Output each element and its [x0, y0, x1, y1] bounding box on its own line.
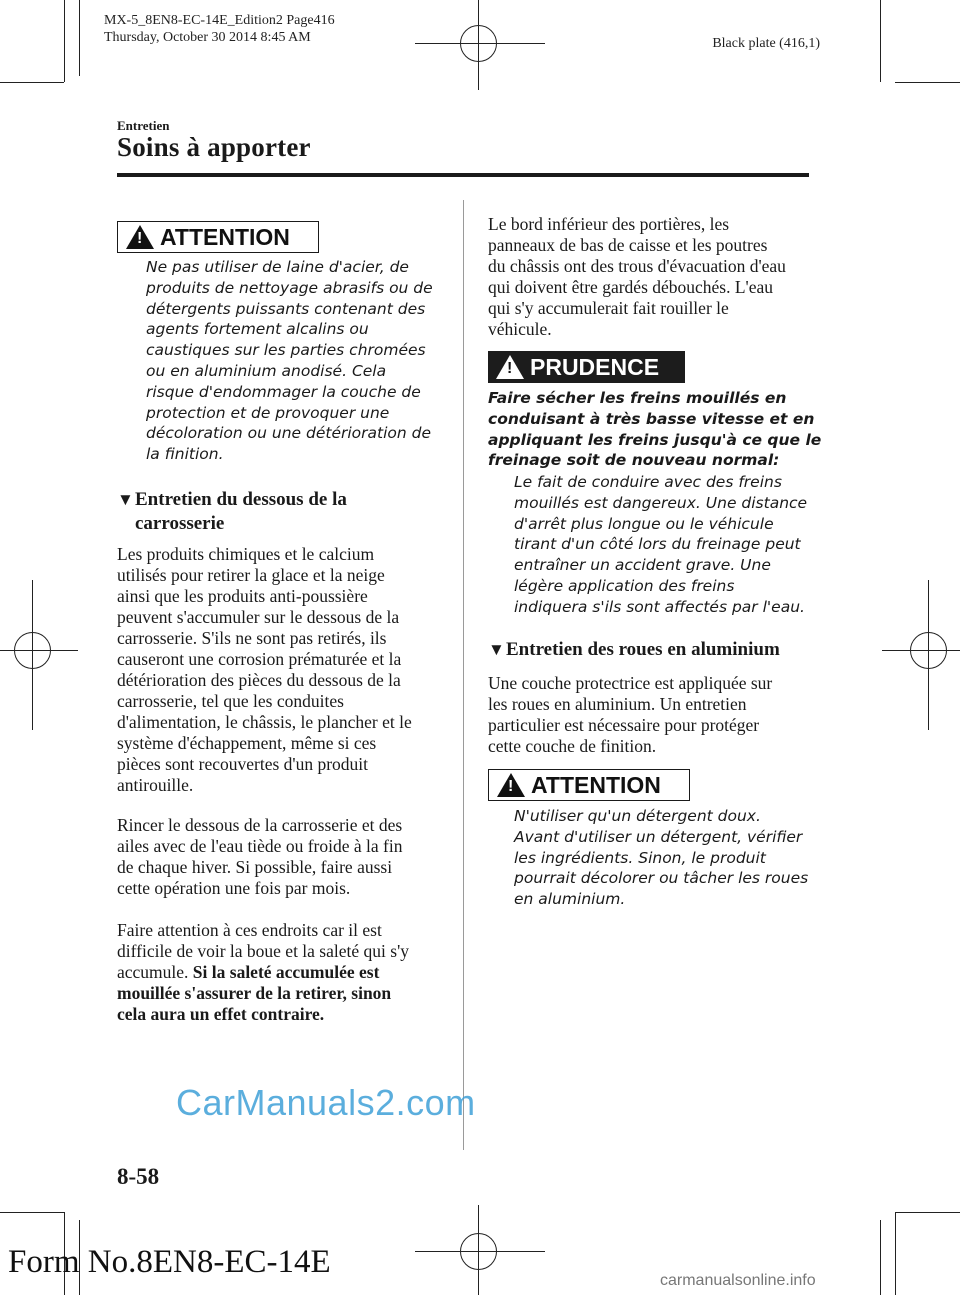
text-line: système d'échappement, même si ces [117, 733, 377, 753]
column-divider [463, 200, 464, 1150]
bold-text-line: cela aura un effet contraire. [117, 1004, 325, 1024]
text-line: véhicule. [488, 319, 552, 339]
attention-line: en aluminium. [514, 890, 626, 909]
attention-label-text: ATTENTION [160, 223, 290, 250]
warning-triangle-icon [497, 773, 525, 797]
subhead-aluminium-wheels [488, 638, 780, 662]
bold-text-line: mouillée s'assurer de la retirer, sinon [117, 983, 392, 1003]
print-info-line1: MX-5_8EN8-EC-14E_Edition2 Page416 [104, 13, 335, 28]
attention-line: produits de nettoyage abrasifs ou de [146, 278, 433, 297]
prudence-line: mouillés est dangereux. Une distance [514, 493, 808, 512]
warning-triangle-icon [126, 225, 154, 249]
attention-line: agents fortement alcalins ou [146, 320, 369, 339]
attention-line: pourrait décolorer ou tâcher les roues [514, 869, 809, 888]
prudence-label [488, 351, 685, 383]
print-info [104, 12, 335, 46]
text-line: de chaque hiver. Si possible, faire aussi [117, 857, 393, 877]
text-line: d'alimentation, le châssis, le plancher et le [117, 712, 412, 732]
prudence-line: tirant d'un côté lors du freinage peut [514, 535, 801, 554]
text-line: pièces sont recouvertes d'un produit [117, 754, 368, 774]
attention-text-2 [514, 806, 808, 910]
attention-label-2 [488, 769, 690, 801]
text-line: antirouille. [117, 775, 194, 795]
attention-line: la finition. [146, 445, 224, 464]
underbody-paragraph-1 [117, 544, 412, 796]
page-number: 8-58 [117, 1164, 160, 1189]
prudence-bold-line: Faire sécher les freins mouillés en [488, 389, 787, 407]
prudence-line: Le fait de conduire avec des freins [514, 473, 782, 491]
prudence-label-text: PRUDENCE [530, 353, 660, 380]
title-rule [117, 173, 809, 177]
text-line: causeront une corrosion prématurée et la [117, 649, 402, 669]
attention-label-1 [117, 221, 319, 253]
plate-info: Black plate (416,1) [712, 36, 820, 51]
text-line: Faire attention à ces endroits car il est [117, 920, 382, 940]
page-title: Soins à apporter [117, 132, 311, 162]
drain-holes-paragraph [488, 214, 786, 340]
subhead-line2: carrosserie [135, 513, 225, 534]
underbody-paragraph-2 [117, 815, 402, 899]
attention-label-text: ATTENTION [531, 771, 661, 798]
text-line: peuvent s'accumuler sur le dessous de la [117, 607, 400, 627]
watermark-logo: CarManuals2.com [176, 1082, 476, 1123]
text-line: Rincer le dessous de la carrosserie et des [117, 815, 403, 835]
print-info-line2: Thursday, October 30 2014 8:45 AM [104, 30, 311, 45]
form-number: Form No.8EN8-EC-14E [8, 1244, 331, 1280]
attention-line: caustiques sur les parties chromées [146, 341, 426, 360]
text-line: Une couche protectrice est appliquée sur [488, 673, 773, 693]
text-line: Les produits chimiques et le calcium [117, 544, 375, 564]
prudence-line: entraîner un accident grave. Une [514, 556, 771, 575]
warning-triangle-icon [496, 355, 524, 379]
text-line: difficile de voir la boue et la saleté qui s'y [117, 941, 409, 961]
attention-text-1 [146, 257, 433, 465]
attention-line: décoloration ou une détérioration de [146, 424, 432, 443]
attention-line: les ingrédients. Sinon, le produit [514, 848, 766, 867]
attention-line: risque d'endommager la couche de [146, 382, 421, 401]
prudence-bold-line: conduisant à très basse vitesse et en [488, 409, 815, 428]
text-line: cette couche de finition. [488, 736, 657, 756]
wheels-paragraph [488, 673, 772, 757]
text-line: utilisés pour retirer la glace et la neige [117, 565, 385, 585]
attention-line: ou en aluminium anodisé. Cela [146, 361, 387, 380]
prudence-bold-line: freinage soit de nouveau normal: [488, 451, 780, 470]
prudence-bold-line: appliquant les freins jusqu'à ce que le [488, 430, 822, 449]
text-line: qui s'y accumulerait fait rouiller le [488, 298, 729, 318]
text-line: cette opération une fois par mois. [117, 878, 351, 898]
prudence-line: légère application des freins [514, 576, 735, 595]
prudence-text [514, 472, 807, 618]
attention-line: Ne pas utiliser de laine d'acier, de [146, 258, 409, 276]
section-label: Entretien [117, 118, 170, 133]
attention-line: détergents puissants contenant des [146, 299, 426, 318]
watermark-site: carmanualsonline.info [660, 1272, 816, 1289]
text-line: carrosserie, tel que les conduites [117, 691, 344, 711]
text-line: du châssis ont des trous d'évacuation d'eau [488, 256, 786, 276]
text-line [117, 962, 409, 983]
prudence-line: d'arrêt plus longue ou le véhicule [514, 514, 774, 533]
attention-line: N'utiliser qu'un détergent doux. [514, 807, 761, 825]
text-line: les roues en aluminium. Un entretien [488, 694, 747, 714]
subhead-underbody [117, 488, 347, 536]
text-line: qui doivent être gardés débouchés. L'eau [488, 277, 773, 297]
subhead-line1: Entretien du dessous de la [135, 489, 347, 510]
text-line: détérioration des pièces du dessous de la [117, 670, 401, 690]
text-line: carrosserie. S'ils ne sont pas retirés, ils [117, 628, 387, 648]
subhead-text: Entretien des roues en aluminium [506, 639, 780, 660]
triangle-down-icon: ▼ [488, 640, 505, 659]
text-line: ailes avec de l'eau tiède ou froide à la fin [117, 836, 403, 856]
text-line: Le bord inférieur des portières, les [488, 214, 730, 234]
underbody-paragraph-3 [117, 920, 409, 1025]
attention-line: Avant d'utiliser un détergent, vérifier [514, 827, 803, 846]
triangle-down-icon: ▼ [117, 490, 134, 509]
attention-line: protection et de provoquer une [146, 403, 390, 422]
text-span: accumule. [117, 962, 193, 982]
text-line: panneaux de bas de caisse et les poutres [488, 235, 768, 255]
text-line: particulier est nécessaire pour protéger [488, 715, 760, 735]
text-line: ainsi que les produits anti-poussière [117, 586, 368, 606]
prudence-line: indiquera s'ils sont affectés par l'eau. [514, 597, 805, 616]
bold-text-span: Si la saleté accumulée est [192, 962, 380, 982]
prudence-bold-text [488, 388, 821, 471]
